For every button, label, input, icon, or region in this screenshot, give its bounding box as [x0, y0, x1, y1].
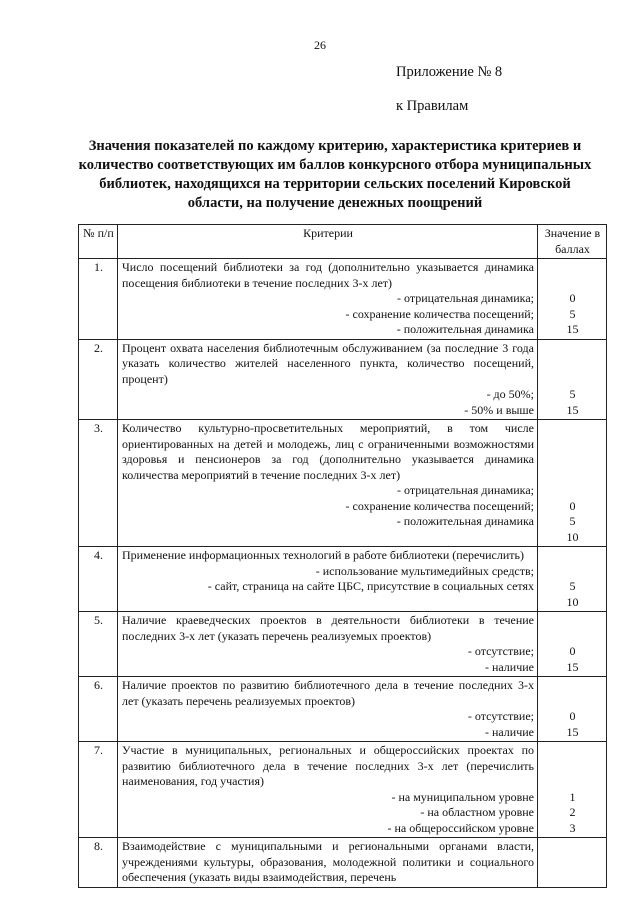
- score-value: 1: [569, 789, 576, 804]
- score-cell: [538, 339, 607, 420]
- score-value: 5: [569, 387, 576, 401]
- criterion-option: - на общероссийском уровне: [387, 820, 534, 835]
- header-number: № п/п: [79, 225, 118, 259]
- score-value: 3: [569, 820, 576, 835]
- table-row: [79, 420, 607, 547]
- table-header-row: [79, 225, 607, 259]
- criterion-option: - сохранение количества посещений;: [345, 306, 534, 321]
- row-number: 4.: [79, 547, 118, 612]
- criterion-option: - сайт, страница на сайте ЦБС, присутствие в социальных сетях: [207, 579, 534, 593]
- score-value: 0: [569, 644, 576, 658]
- table-row: [79, 547, 607, 612]
- header-criteria: Критерии: [118, 225, 538, 259]
- score-value: 0: [569, 709, 576, 723]
- criterion-option: - на муниципальном уровне: [391, 789, 534, 804]
- criterion-option: - сохранение количества посещений;: [345, 498, 534, 513]
- criterion-description: Процент охвата населения библиотечным обслуживанием (за последние 3 года указать количество жителей населенного пункта, количество посещений, процент): [122, 340, 534, 386]
- criterion-cell: [118, 339, 538, 420]
- criterion-cell: [118, 612, 538, 677]
- score-cell: [538, 420, 607, 547]
- criterion-cell: [118, 677, 538, 742]
- criterion-option: - наличие: [484, 659, 534, 674]
- criterion-option: - отрицательная динамика;: [397, 483, 534, 497]
- score-value: 15: [566, 659, 579, 674]
- score-cell: [538, 259, 607, 340]
- criterion-cell: [118, 742, 538, 838]
- row-number: 5.: [79, 612, 118, 677]
- row-number: 8.: [79, 838, 118, 888]
- criterion-option: - отрицательная динамика;: [397, 291, 534, 305]
- page-number: 26: [314, 38, 326, 52]
- criterion-option: - положительная динамика: [396, 514, 534, 528]
- score-value: 10: [566, 594, 579, 609]
- criterion-description: Наличие краеведческих проектов в деятельности библиотеки в течение последних 3-х лет (указать перечень реализуемых проектов): [122, 613, 534, 643]
- criterion-option: - положительная динамика: [396, 322, 534, 336]
- criteria-table: [78, 224, 607, 888]
- table-row: [79, 339, 607, 420]
- criterion-description: Взаимодействие с муниципальными и региональными органами власти, учреждениями культуры, образования, молодежной политики и социального обеспечения (указать виды взаимодействия, перечень: [122, 839, 534, 884]
- criterion-option: - 50% и выше: [464, 402, 534, 417]
- criterion-option: - отсутствие;: [467, 709, 534, 723]
- score-value: 15: [566, 724, 579, 739]
- score-value: 15: [566, 402, 579, 417]
- table-row: [79, 612, 607, 677]
- criterion-description: Применение информационных технологий в работе библиотеки (перечислить): [122, 548, 524, 562]
- score-value: 5: [569, 306, 576, 321]
- table-row: [79, 259, 607, 340]
- score-value: 0: [569, 498, 576, 513]
- score-value: 0: [569, 291, 576, 305]
- criterion-description: Количество культурно-просветительных мероприятий, в том числе ориентированных на детей и молодежь, лиц с ограниченными возможностями здоровья и пенсионеров за год (дополнительно указывается динамика количества мероприятий в течение последних 3-х лет): [122, 421, 534, 482]
- score-value: 15: [566, 322, 579, 336]
- row-number: 3.: [79, 420, 118, 547]
- score-cell: [538, 547, 607, 612]
- score-value: 2: [569, 805, 576, 819]
- document-title: Значения показателей по каждому критерию, характеристика критериев и количество соответствующих им баллов конкурсного отбора муниципальных библиотек, находящихся на территории сельских поселений Кировской области, на получение денежных поощрений: [78, 138, 592, 211]
- criterion-cell: [118, 420, 538, 547]
- score-cell: [538, 612, 607, 677]
- table-row: [79, 838, 607, 888]
- score-cell: [538, 677, 607, 742]
- criterion-option: - отсутствие;: [467, 644, 534, 658]
- criterion-cell: [118, 547, 538, 612]
- annex-title: Приложение № 8: [396, 64, 503, 80]
- row-number: 7.: [79, 742, 118, 838]
- score-cell: [538, 838, 607, 888]
- criterion-description: Участие в муниципальных, региональных и общероссийских проектах по развитию библиотечного дела в течение последних 3-х лет (перечислить наименования, год участия): [122, 743, 534, 788]
- criterion-option: - использование мультимедийных средств;: [315, 563, 534, 578]
- header-score: Значение в баллах: [538, 225, 607, 259]
- criterion-description: Наличие проектов по развитию библиотечного дела в течение последних 3-х лет (указать перечень реализуемых проектов): [122, 678, 534, 708]
- score-cell: [538, 742, 607, 838]
- row-number: 6.: [79, 677, 118, 742]
- table-row: [79, 742, 607, 838]
- criterion-option: - до 50%;: [486, 387, 534, 401]
- criterion-option: - на областном уровне: [420, 805, 534, 819]
- row-number: 1.: [79, 259, 118, 340]
- annex-reference: к Правилам: [396, 98, 469, 114]
- criterion-option: - наличие: [484, 724, 534, 739]
- score-value: 5: [569, 579, 576, 593]
- score-value: 5: [569, 514, 576, 528]
- criterion-cell: [118, 838, 538, 888]
- score-value: 10: [566, 529, 579, 544]
- criterion-description: Число посещений библиотеки за год (дополнительно указывается динамика посещения библиотеки в течение последних 3-х лет): [122, 260, 534, 290]
- row-number: 2.: [79, 339, 118, 420]
- criterion-cell: [118, 259, 538, 340]
- table-row: [79, 677, 607, 742]
